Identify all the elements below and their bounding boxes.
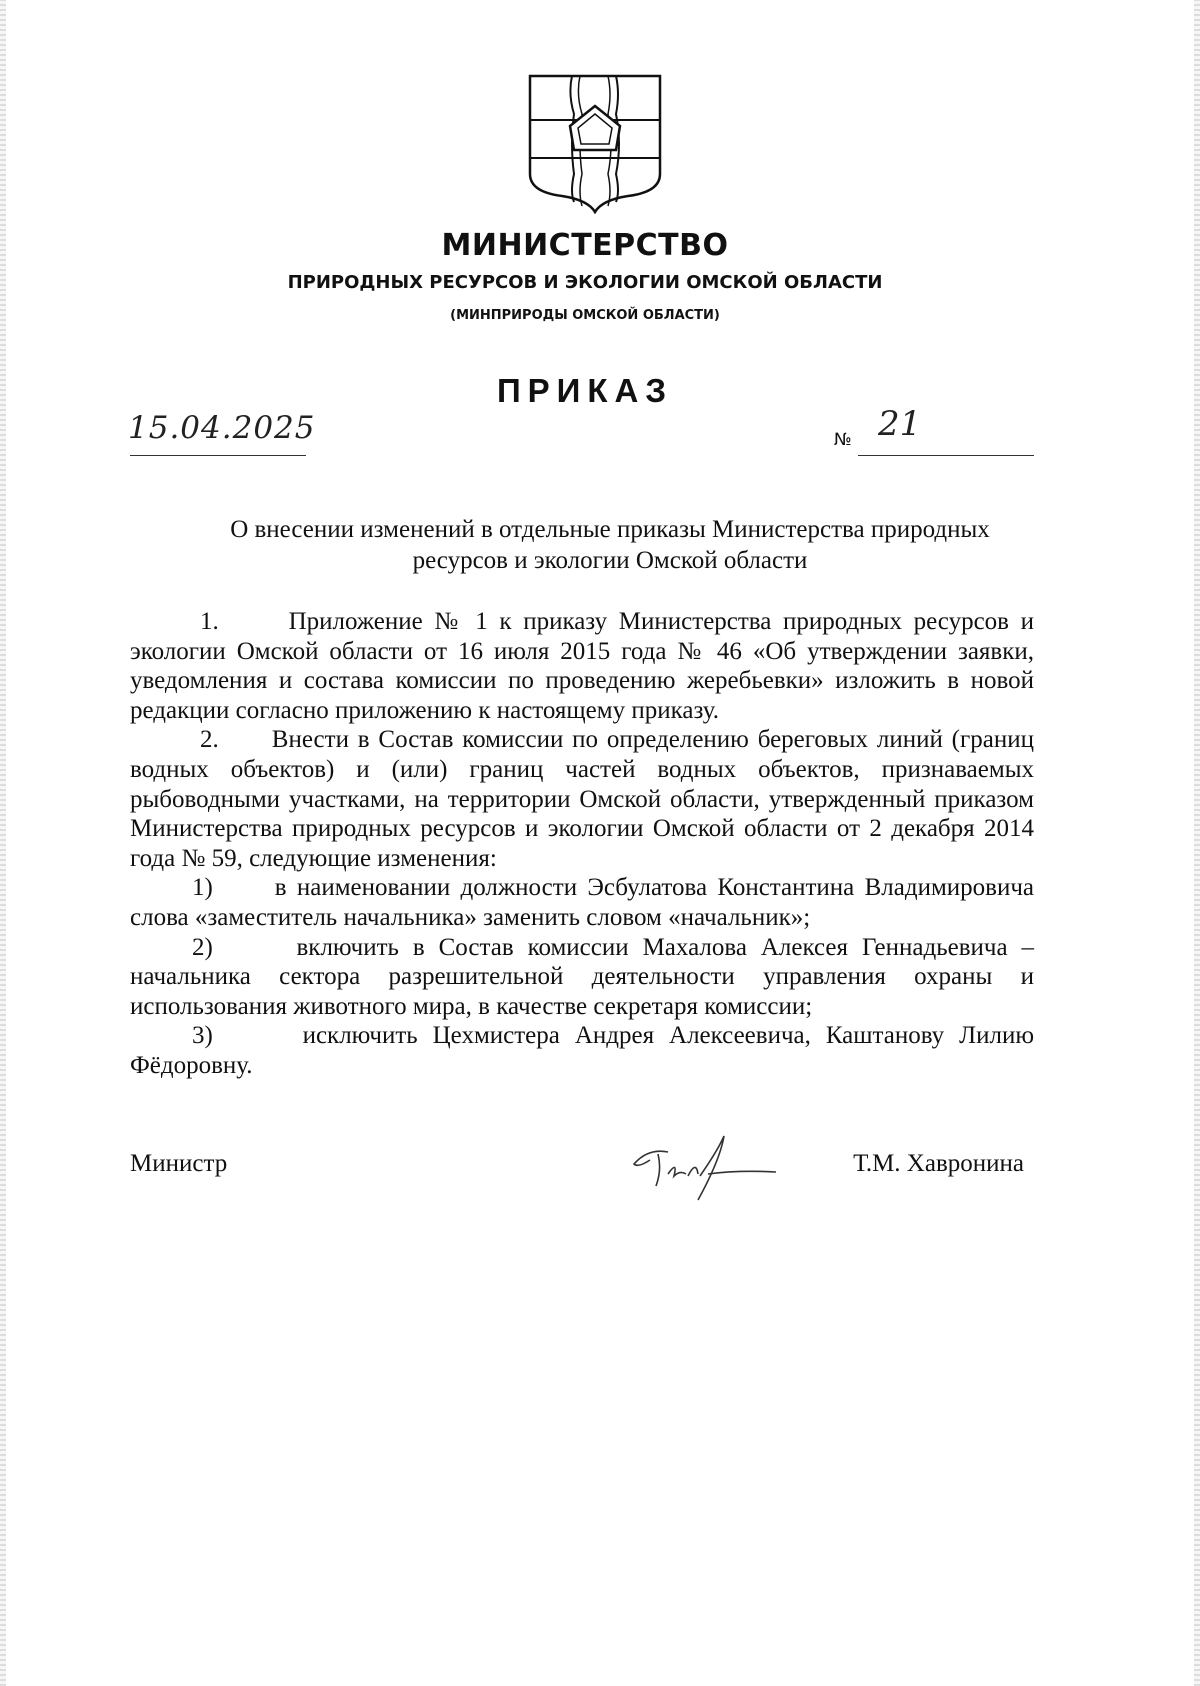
- paragraph-1: 1. Приложение № 1 к приказу Министерства природных ресурсов и экологии Омской области от 16 июля 2015 года № 46 «Об утверждении заявки, уведомления и состава комиссии по проведению жеребьевки» изложить в новой редакции согласно приложению к настоящему приказу.: [130, 608, 1034, 724]
- date-underline: [130, 455, 306, 456]
- handwritten-signature: [628, 1130, 778, 1210]
- ministry-short-name: (МИНПРИРОДЫ ОМСКОЙ ОБЛАСТИ): [450, 308, 720, 323]
- subitem-3: 3) исключить Цехмистера Андрея Алексеевича, Каштанову Лилию Фёдоровну.: [130, 1022, 1034, 1079]
- scan-edge-right: [1194, 0, 1200, 1686]
- coat-of-arms-emblem: [528, 74, 662, 214]
- subitem-2: 2) включить в Состав комиссии Махалова Алексея Геннадьевича – начальника сектора разрешительной деятельности управления охраны и использования животного мира, в качестве секретаря комиссии;: [130, 933, 1034, 1020]
- order-number-label: №: [834, 430, 852, 450]
- paragraph-2: 2. Внести в Состав комиссии по определению береговых линий (границ водных объектов) и (или) границ частей водных объектов, признаваемых рыбоводными участками, на территории Омской области, утвержденный приказом Министерства природных ресурсов и экологии Омской области от 2 декабря 2014 года № 59, следующие изменения:: [130, 726, 1034, 872]
- document-title: ПРИКАЗ: [496, 372, 674, 409]
- order-body: [130, 607, 1034, 1081]
- order-date: 15.04.2025: [128, 410, 316, 446]
- number-underline: [858, 455, 1034, 456]
- ministry-full-name: ПРИРОДНЫХ РЕСУРСОВ И ЭКОЛОГИИ ОМСКОЙ ОБЛАСТИ: [287, 272, 883, 293]
- order-subject: О внесении изменений в отдельные приказы Министерства природных ресурсов и экологии Омской области: [230, 516, 990, 574]
- signer-position: Министр: [130, 1150, 228, 1177]
- subitem-1: 1) в наименовании должности Эсбулатова Константина Владимировича слова «заместитель начальника» заменить словом «начальник»;: [130, 874, 1034, 931]
- ministry-heading: МИНИСТЕРСТВО: [441, 228, 729, 263]
- order-number: 21: [878, 404, 922, 444]
- signer-name: Т.М. Хавронина: [853, 1150, 1024, 1177]
